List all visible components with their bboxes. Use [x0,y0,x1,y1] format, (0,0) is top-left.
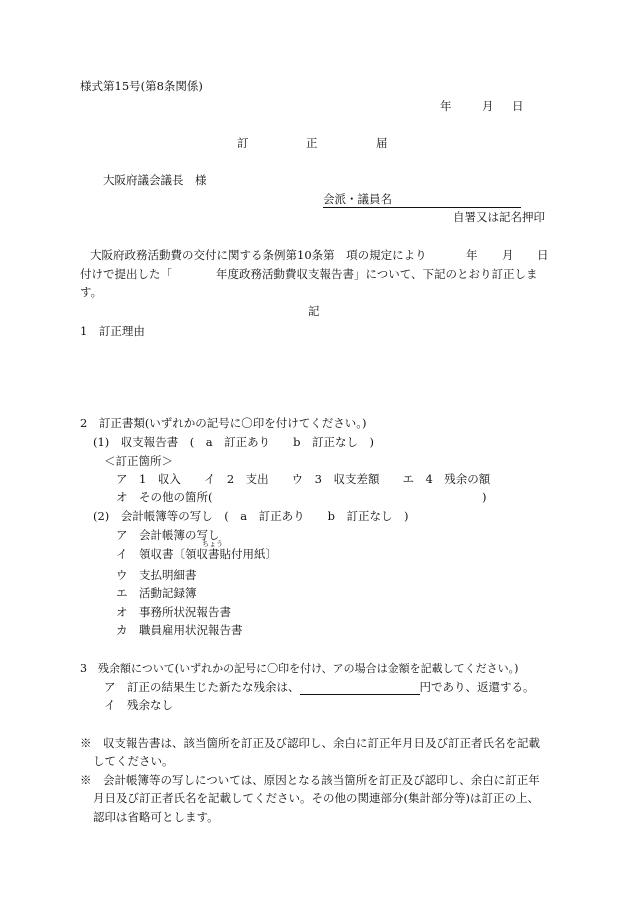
title-char-1: 訂 [237,136,249,150]
date-year: 年 [440,99,452,113]
faction-name-line [323,193,521,208]
intro-line-1: 大阪府政務活動費の交付に関する条例第10条第 項の規定により [90,248,427,262]
ruby-reading: ちょう [202,540,223,548]
date-month: 月 [482,99,494,113]
correction-locations-row: ア 1 収入 イ 2 支出 ウ 3 収支差額 エ 4 残余の額 [116,472,491,486]
intro-month: 月 [502,248,514,262]
intro-line-2a: 付けで提出した「 [80,267,172,281]
section-3-heading: 3 残余額について(いずれかの記号に〇印を付け、アの場合は金額を記載してください。) [80,662,519,675]
intro-line-2b: 年度政務活動費収支報告書」について、下記のとおり訂正しま [216,267,538,281]
note-2-line-1: ※ 会計帳簿等の写しについては、原因となる該当箇所を訂正及び認印し、余白に訂正年 [80,773,540,787]
remainder-suffix: 円であり、返還する。 [419,680,535,695]
sub-item-f: カ 職員雇用状況報告書 [116,623,243,637]
correction-locations-label: ＜訂正箇所＞ [104,454,173,468]
other-location-close: ) [482,490,487,504]
remainder-prefix: ア 訂正の結果生じた新たな残余は、 [104,680,300,695]
section-2-item-2: (2) 会計帳簿等の写し ( a 訂正あり b 訂正なし ) [93,509,409,523]
intro-day: 日 [537,248,549,262]
sub-item-e: オ 事務所状況報告書 [116,605,231,619]
intro-line-3: す。 [80,285,103,299]
intro-year: 年 [466,248,478,262]
faction-label: 会派・議員名 [323,192,392,206]
ki-heading: 記 [308,304,320,318]
date-day: 日 [512,99,524,113]
sub-item-b: イ 領収書〔領収書貼付用紙〕 [116,547,277,561]
title-char-2: 正 [306,136,318,150]
section-3-item-a [104,681,535,695]
signature-note: 自署又は記名押印 [453,210,545,224]
note-2-line-3: 認印は省略可とします。 [93,810,219,824]
section-2-item-1: (1) 収支報告書 ( a 訂正あり b 訂正なし ) [93,435,374,449]
section-3-item-b: イ 残余なし [104,698,173,712]
sub-item-c: ウ 支払明細書 [116,568,197,582]
sub-item-d: エ 活動記録簿 [116,586,197,600]
section-2-heading: 2 訂正書類(いずれかの記号に〇印を付けてください。) [80,416,367,430]
title-char-3: 届 [376,136,388,150]
sub-item-a: ア 会計帳簿の写し [116,528,220,542]
note-1-line-1: ※ 収支報告書は、該当箇所を訂正及び認印し、余白に訂正年月日及び訂正者氏名を記載 [80,736,540,750]
note-1-line-2: してください。 [93,754,174,768]
remainder-amount-blank [300,681,420,695]
other-location-open: オ その他の箇所( [116,490,213,504]
note-2-line-2: 月日及び訂正者氏名を記載してください。その他の関連部分(集計部分等)は訂正の上、 [93,791,539,805]
addressee: 大阪府議会議長 様 [103,173,207,187]
section-1-heading: 1 訂正理由 [80,324,145,338]
form-number: 様式第15号(第8条関係) [80,79,203,93]
